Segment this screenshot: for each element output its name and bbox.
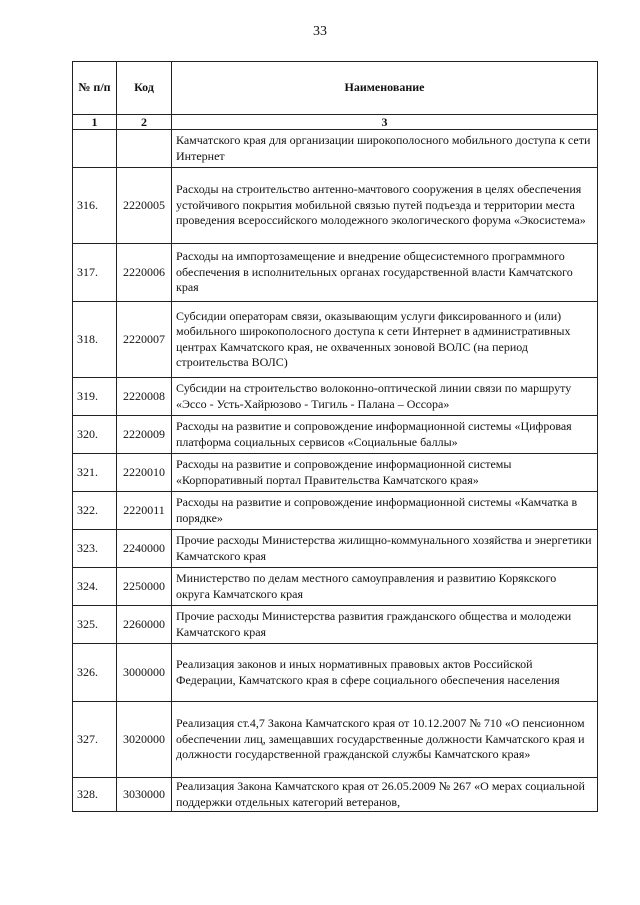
row-name: Расходы на развитие и сопровождение информационной системы «Корпоративный портал Правительства Камчатского края» [172,454,598,492]
row-code: 2220005 [117,168,172,244]
row-name: Прочие расходы Министерства жилищно-коммунального хозяйства и энергетики Камчатского края [172,530,598,568]
row-code: 3030000 [117,778,172,812]
row-code [117,130,172,168]
table-row [73,568,598,606]
row-code: 2220007 [117,302,172,378]
row-number: 326. [73,644,117,702]
row-code: 2220009 [117,416,172,454]
row-number: 316. [73,168,117,244]
row-name: Расходы на импортозамещение и внедрение общесистемного программного обеспечения в исполнительных органах государственной власти Камчатского края [172,244,598,302]
row-code: 2250000 [117,568,172,606]
row-code: 2220011 [117,492,172,530]
row-number: 323. [73,530,117,568]
row-name: Расходы на строительство антенно-мачтового сооружения в целях обеспечения устойчивого покрытия мобильной связью путей подъезда и территории места проведения всероссийского молодежного экологического форума «Экосистема» [172,168,598,244]
row-name: Реализация законов и иных нормативных правовых актов Российской Федерации, Камчатского края в сфере социального обеспечения населения [172,644,598,702]
table-row [73,454,598,492]
table-row [73,244,598,302]
row-code: 2240000 [117,530,172,568]
table-row [73,378,598,416]
row-code: 3020000 [117,702,172,778]
table-row [73,778,598,812]
row-number: 322. [73,492,117,530]
row-number: 324. [73,568,117,606]
column-index-row [73,115,598,130]
row-name: Субсидии на строительство волоконно-оптической линии связи по маршруту «Эссо - Усть-Хайрюзово - Тигиль - Палана – Оссора» [172,378,598,416]
row-name: Министерство по делам местного самоуправления и развитию Корякского округа Камчатского края [172,568,598,606]
row-name: Расходы на развитие и сопровождение информационной системы «Камчатка в порядке» [172,492,598,530]
table-row [73,530,598,568]
row-name: Реализация Закона Камчатского края от 26.05.2009 № 267 «О мерах социальной поддержки отдельных категорий ветеранов, [172,778,598,812]
row-name: Расходы на развитие и сопровождение информационной системы «Цифровая платформа социальных сервисов «Социальные баллы» [172,416,598,454]
table-row [73,492,598,530]
table-header-row [73,62,598,115]
table-row [73,130,598,168]
row-code: 2260000 [117,606,172,644]
table-row [73,644,598,702]
column-index: 3 [172,115,598,130]
table-row [73,302,598,378]
table-row [73,606,598,644]
column-index: 2 [117,115,172,130]
row-name: Субсидии операторам связи, оказывающим услуги фиксированного и (или) мобильного широкополосного доступа к сети Интернет в административных центрах Камчатского края, не охваченных зоновой ВОЛС (на период строительства ВОЛС) [172,302,598,378]
table-row [73,416,598,454]
page-number: 33 [313,24,327,39]
header-code: Код [117,62,172,115]
row-code: 2220006 [117,244,172,302]
row-code: 2220010 [117,454,172,492]
column-index: 1 [73,115,117,130]
row-number: 325. [73,606,117,644]
row-name: Реализация ст.4,7 Закона Камчатского края от 10.12.2007 № 710 «О пенсионном обеспечении лиц, замещавших государственные должности Камчатского края и должности государственной гражданской службы Камчатского края» [172,702,598,778]
row-number: 327. [73,702,117,778]
row-code: 2220008 [117,378,172,416]
row-number: 319. [73,378,117,416]
table-row [73,702,598,778]
table-row [73,168,598,244]
codes-table [72,61,598,812]
row-number: 317. [73,244,117,302]
row-name: Камчатского края для организации широкополосного мобильного доступа к сети Интернет [172,130,598,168]
header-name: Наименование [172,62,598,115]
row-name: Прочие расходы Министерства развития гражданского общества и молодежи Камчатского края [172,606,598,644]
row-number: 328. [73,778,117,812]
row-code: 3000000 [117,644,172,702]
row-number [73,130,117,168]
row-number: 318. [73,302,117,378]
row-number: 320. [73,416,117,454]
header-num: № п/п [73,62,117,115]
row-number: 321. [73,454,117,492]
